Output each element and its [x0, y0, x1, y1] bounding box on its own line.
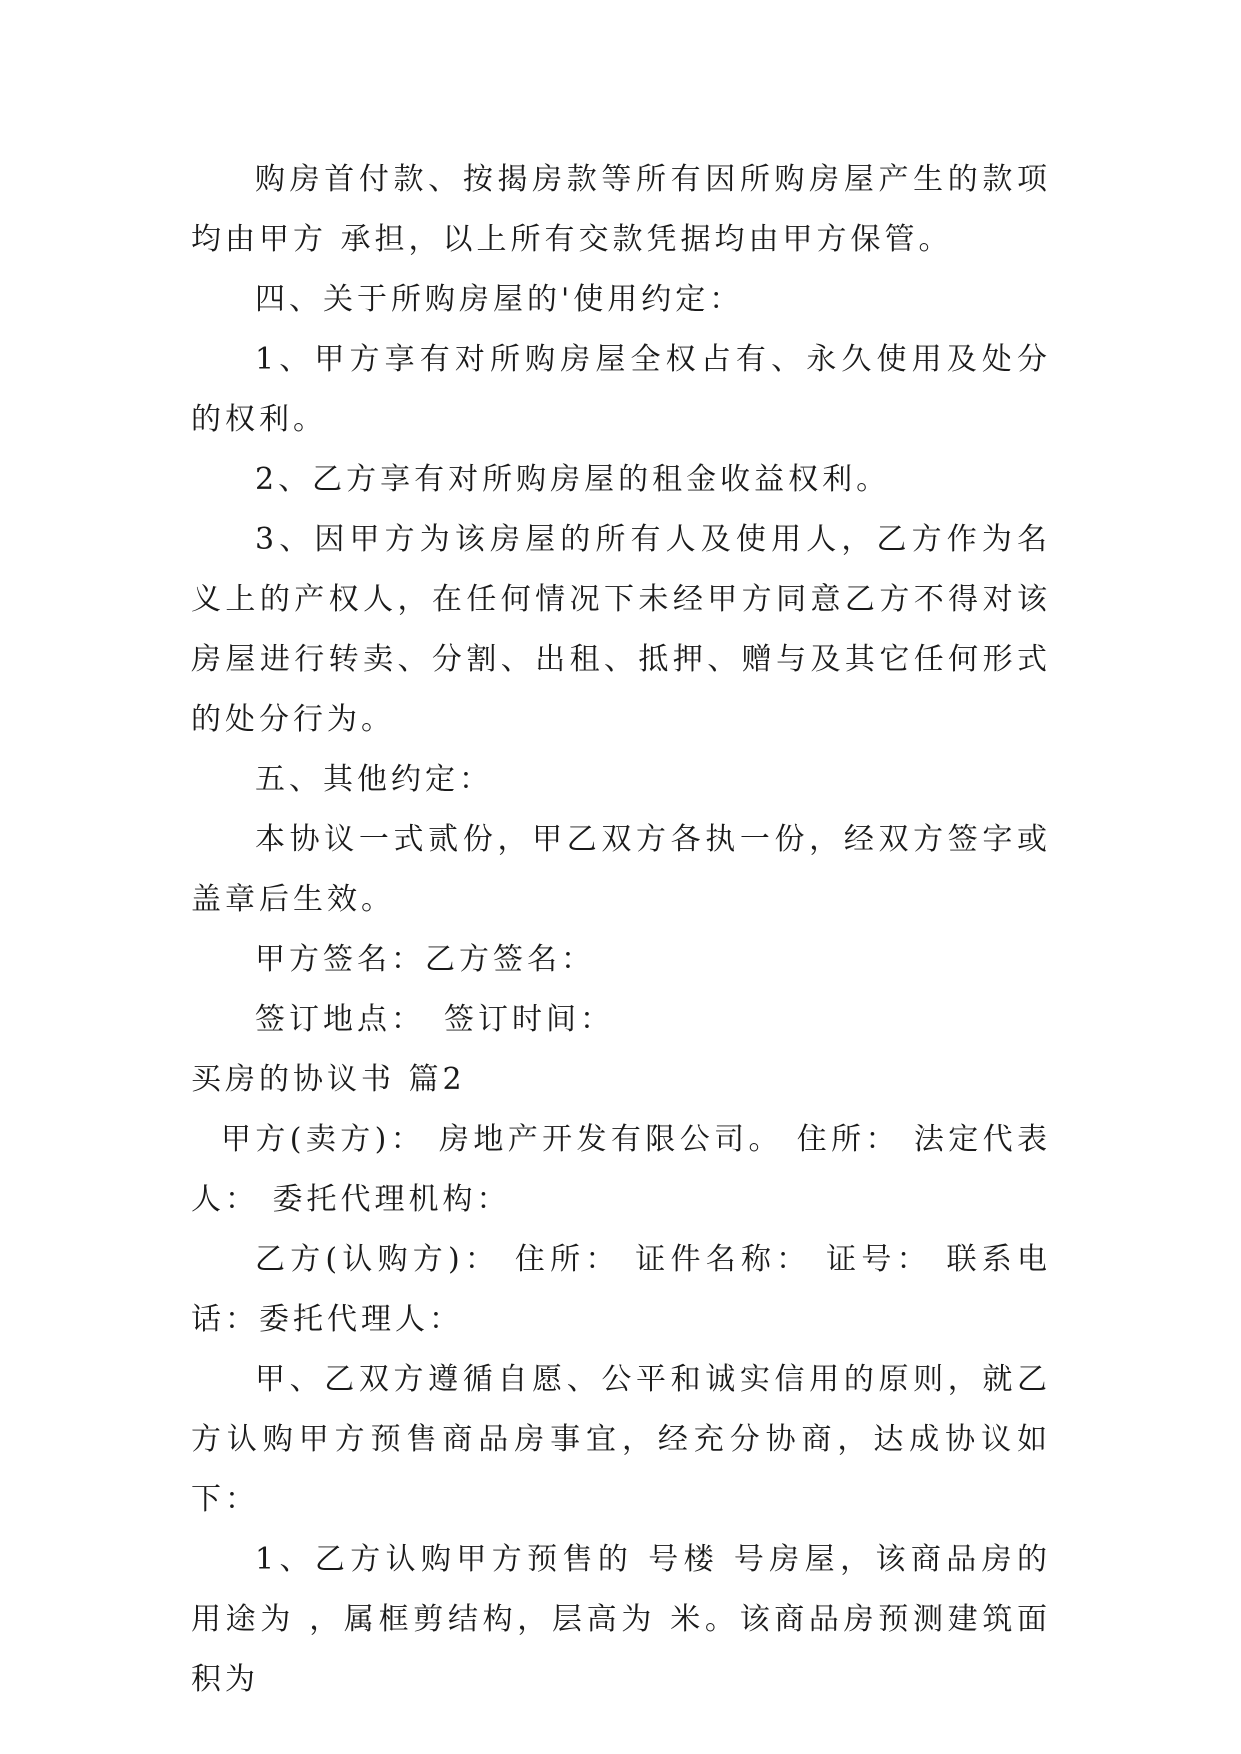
section-heading-usage: 四、关于所购房屋的'使用约定：: [255, 282, 744, 317]
paragraph-copies: 本协议一式贰份，甲乙双方各执一份，经双方签字或盖章后生效。: [191, 822, 1051, 917]
signature-line: 甲方签名：乙方签名：: [255, 942, 595, 977]
clause-purchase-1: 1、乙方认购甲方预售的 号楼 号房屋，该商品房的用途为 ，属框剪结构，层高为 米。该商品房预测建筑面积为: [191, 1542, 1051, 1697]
party-b-info: 乙方(认购方)： 住所： 证件名称： 证号： 联系电话：委托代理人：: [191, 1242, 1051, 1337]
section-heading-other: 五、其他约定：: [255, 762, 493, 797]
document-body: [191, 150, 1051, 1710]
clause-2: 2、乙方享有对所购房屋的租金收益权利。: [255, 462, 891, 497]
paragraph-payment: 购房首付款、按揭房款等所有因所购房屋产生的款项均由甲方 承担，以上所有交款凭据均由甲方保管。: [191, 162, 1051, 257]
place-time-line: 签订地点： 签订时间：: [255, 1002, 614, 1037]
clause-3: 3、因甲方为该房屋的所有人及使用人，乙方作为名义上的产权人，在任何情况下未经甲方同意乙方不得对该房屋进行转卖、分割、出租、抵押、赠与及其它任何形式的处分行为。: [191, 522, 1051, 737]
clause-1: 1、甲方享有对所购房屋全权占有、永久使用及处分的权利。: [191, 342, 1051, 437]
party-a-info: 甲方(卖方)： 房地产开发有限公司。 住所： 法定代表人： 委托代理机构：: [191, 1122, 1051, 1217]
section-title-part2: 买房的协议书 篇2: [191, 1062, 466, 1097]
paragraph-principles: 甲、乙双方遵循自愿、公平和诚实信用的原则，就乙方认购甲方预售商品房事宜，经充分协商，达成协议如下：: [191, 1362, 1051, 1517]
